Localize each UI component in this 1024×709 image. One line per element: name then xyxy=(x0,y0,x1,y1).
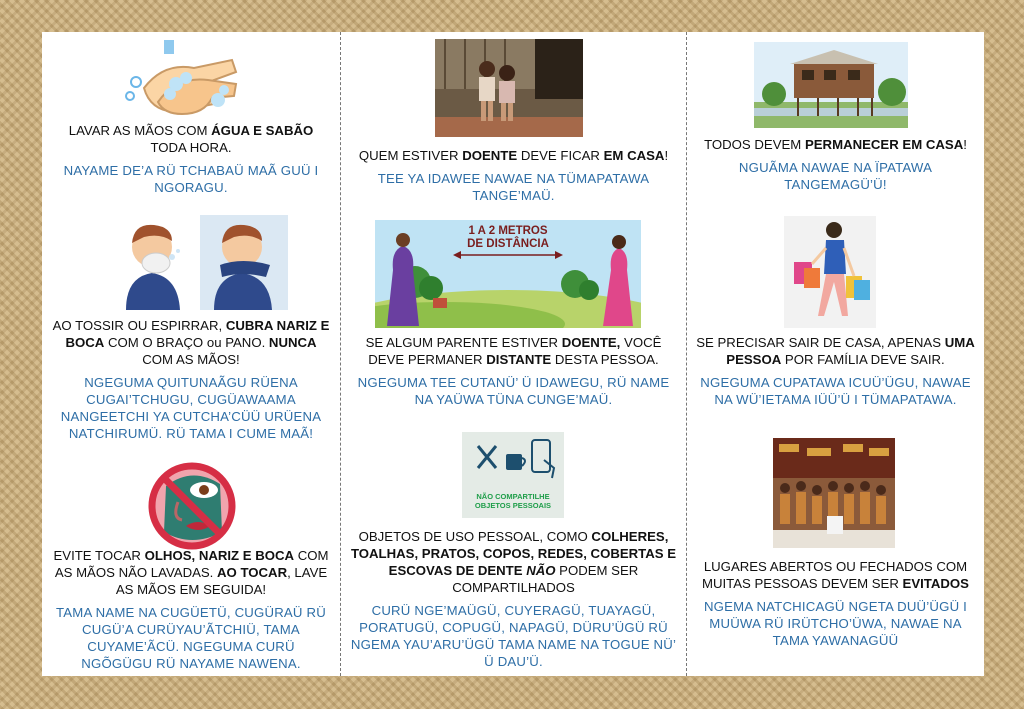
icon-caption-line-2: OBJETOS PESSOAIS xyxy=(474,501,552,510)
column-3 xyxy=(687,32,984,676)
handwashing-icon xyxy=(124,40,242,118)
tikuna-text: TAMA NAME NA CUGÜETÜ, CUGÜRAÜ RÜ CUGÜ’A CURÜYAU’ÃTCHIÜ, TAMA CUYAME’ÃCÜ. NGEGUMA CURÜ NGÕGÜGU RÜ NAYAME NAWENA. xyxy=(56,605,326,671)
tikuna-text: NGEMA NATCHICAGÜ NGETA DUÜ’ÜGÜ I MUÜWA RÜ IRÜTCHO’ÜWA, NAWAE NA TAMA YAWANAGÜÜ xyxy=(703,599,968,648)
portuguese-text: EVITE TOCAR OLHOS, NARIZ E BOCA COM AS MÃOS NÃO LAVADAS. AO TOCAR, LAVE AS MÃOS EM SEGUIDA! xyxy=(53,548,329,597)
shopper-illustration xyxy=(784,216,876,328)
portuguese-text: SE ALGUM PARENTE ESTIVER DOENTE, VOCÊ DEVE PERMANER DISTANTE DESTA PESSOA. xyxy=(365,335,662,367)
tikuna-text: NGUÃMA NAWAE NA ÏPATAWA TANGEMAGÜ’Ü! xyxy=(738,160,933,192)
distance-banner xyxy=(453,225,563,259)
portuguese-text: LUGARES ABERTOS OU FECHADOS COM MUITAS PESSOAS DEVEM SER EVITADOS xyxy=(702,559,969,591)
column-1 xyxy=(42,32,340,676)
section-keep-distance xyxy=(341,334,686,408)
portuguese-text: AO TOSSIR OU ESPIRRAR, CUBRA NARIZ E BOCA COM O BRAÇO ou PANO. NUNCA COM AS MÃOS! xyxy=(52,318,330,367)
section-no-sharing xyxy=(341,528,686,670)
portuguese-text: LAVAR AS MÃOS COM ÁGUA E SABÃO TODA HORA. xyxy=(68,123,314,155)
tikuna-text: NGEGUMA QUITUNAÃGU RÜENA CUGAI’TCHUGU, CUGÜAWAAMA NANGEETCHI YA CUTCHA’CÜÜ URÜENA NATCHIRUMÜ. RÜ TAMA I CUME MAÃ! xyxy=(60,375,322,441)
portuguese-text: SE PRECISAR SAIR DE CASA, APENAS UMA PESSOA POR FAMÍLIA DEVE SAIR. xyxy=(696,335,975,367)
section-avoid-crowds xyxy=(687,558,984,649)
section-no-touching-face xyxy=(42,547,340,672)
no-sharing-objects-icon xyxy=(462,432,564,518)
tikuna-text: TEE YA IDAWEE NAWAE NA TÜMAPATAWA TANGE’MAÜ. xyxy=(377,171,650,203)
portuguese-text: OBJETOS DE USO PESSOAL, COMO COLHERES, TOALHAS, PRATOS, COPOS, REDES, COBERTAS E ESCOVAS DE DENTE NÃO PODEM SER COMPARTILHADOS xyxy=(350,529,677,595)
distance-illustration xyxy=(375,220,641,328)
section-sick-stay-home xyxy=(341,147,686,204)
portuguese-text: TODOS DEVEM PERMANECER EM CASA! xyxy=(704,137,967,152)
tikuna-text: CURÜ NGE’MAÜGÜ, CUYERAGÜ, TUAYAGÜ, PORATUGÜ, COPUGÜ, NAPAGÜ, DÜRU’ÜGÜ RÜ NGEMA YAU’ARU’ÜGÜ TAMA NAME NA TOGUE NÜ’ Ü DAU’Ü. xyxy=(350,603,677,669)
children-at-home-photo xyxy=(435,39,583,137)
icon-caption-line-1: NÃO COMPARTILHE xyxy=(476,492,550,501)
section-stay-home xyxy=(687,136,984,193)
tikuna-text: NGEGUMA TEE CUTANÜ’ Ü IDAWEGU, RÜ NAME NA YAÜWA TÜNA CUNGE’MAÜ. xyxy=(357,375,670,407)
stilt-house-photo xyxy=(754,42,908,128)
double-arrow-icon xyxy=(453,251,563,259)
tikuna-text: NGEGUMA CUPATAWA ICUÜ’ÜGU, NAWAE NA WÜ’IETAMA IÜÜ’Ü I TÜMAPATAWA. xyxy=(700,375,971,407)
banner-line-1: 1 A 2 METROS xyxy=(468,225,548,237)
section-one-person-out xyxy=(687,334,984,408)
no-touching-face-icon xyxy=(142,462,242,550)
crowd-photo xyxy=(773,438,895,548)
column-2 xyxy=(341,32,686,676)
information-sheet xyxy=(42,32,984,676)
section-cover-cough xyxy=(42,317,340,442)
portuguese-text: QUEM ESTIVER DOENTE DEVE FICAR EM CASA! xyxy=(358,148,669,163)
coughing-illustration xyxy=(112,215,288,310)
section-handwashing xyxy=(42,122,340,196)
banner-line-2: DE DISTÂNCIA xyxy=(467,238,549,250)
tikuna-text: NAYAME DE’A RÜ TCHABAÜ MAÃ GUÜ I NGORAGU. xyxy=(63,163,319,195)
